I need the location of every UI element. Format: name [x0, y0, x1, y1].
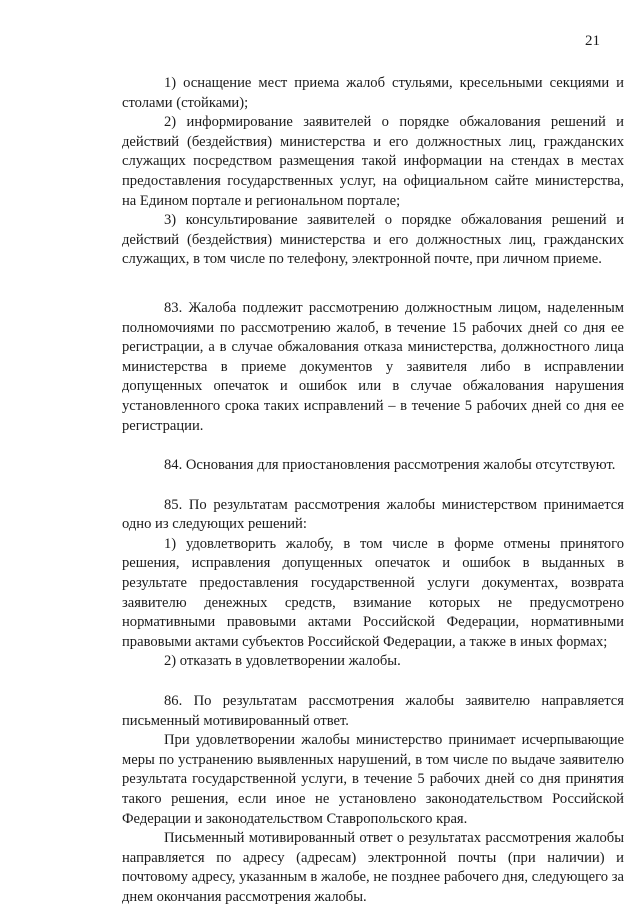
paragraph-item-3-consulting: 3) консультирование заявителей о порядке обжалования решений и действий (бездействия) министерства и его должностных лиц, гражданских служащих, в том числе по телефону, электронной почте, при личном приеме.	[122, 212, 624, 268]
paragraph-86: 86. По результатам рассмотрения жалобы заявителю направляется письменный мотивированный ответ.	[122, 693, 624, 729]
paragraph-83: 83. Жалоба подлежит рассмотрению должностным лицом, наделенным полномочиями по рассмотрению жалоб, в течение 15 рабочих дней со дня ее регистрации, а в случае обжалования отказа министерства, должностного лица министерства в приеме документов у заявителя либо в исправлении допущенных опечаток и ошибок или в случае обжалования нарушения установленного срока таких исправлений – в течение 5 рабочих дней со дня ее регистрации.	[122, 299, 624, 434]
paragraph-item-1-equipment: 1) оснащение мест приема жалоб стульями, кресельными секциями и столами (стойками);	[122, 75, 624, 111]
paragraph-85-item-1: 1) удовлетворить жалобу, в том числе в форме отмены принятого решения, исправления допущенных опечаток и ошибок в выданных в результате предоставления государственной услуги документах, возврата заявителю денежных средств, взимание которых не предусмотрено нормативными правовыми актами Российской Федерации, нормативными правовыми актами субъектов Российской Федерации, а также в иных формах;	[122, 535, 624, 650]
page-number: 21	[585, 33, 600, 49]
paragraph-86-written-response: Письменный мотивированный ответ о результатах рассмотрения жалобы направляется по адресу (адресам) электронной почты (при наличии) и почтовому адресу, указанным в жалобе, не позднее рабочего дня, следующего за днем окончания рассмотрения жалобы.	[122, 830, 624, 905]
paragraph-86-satisfaction: При удовлетворении жалобы министерство принимает исчерпывающие меры по устранению выявленных нарушений, в том числе по выдаче заявителю результата государственной услуги, в течение 5 рабочих дней со дня принятия такого решения, если иное не установлено законодательством Российской Федерации и законодательством Ставропольского края.	[122, 732, 624, 827]
paragraph-85: 85. По результатам рассмотрения жалобы министерством принимается одно из следующих решений:	[122, 496, 624, 533]
paragraph-84: 84. Основания для приостановления рассмотрения жалобы отсутствуют.	[164, 457, 616, 474]
document-body	[122, 74, 624, 908]
paragraph-85-item-2: 2) отказать в удовлетворении жалобы.	[164, 653, 401, 670]
paragraph-item-2-informing: 2) информирование заявителей о порядке обжалования решений и действий (бездействия) министерства и его должностных лиц, гражданских служащих посредством размещения такой информации на стендах в местах предоставления государственных услуг, на официальном сайте министерства, на Едином портале и региональном портале;	[122, 114, 624, 209]
